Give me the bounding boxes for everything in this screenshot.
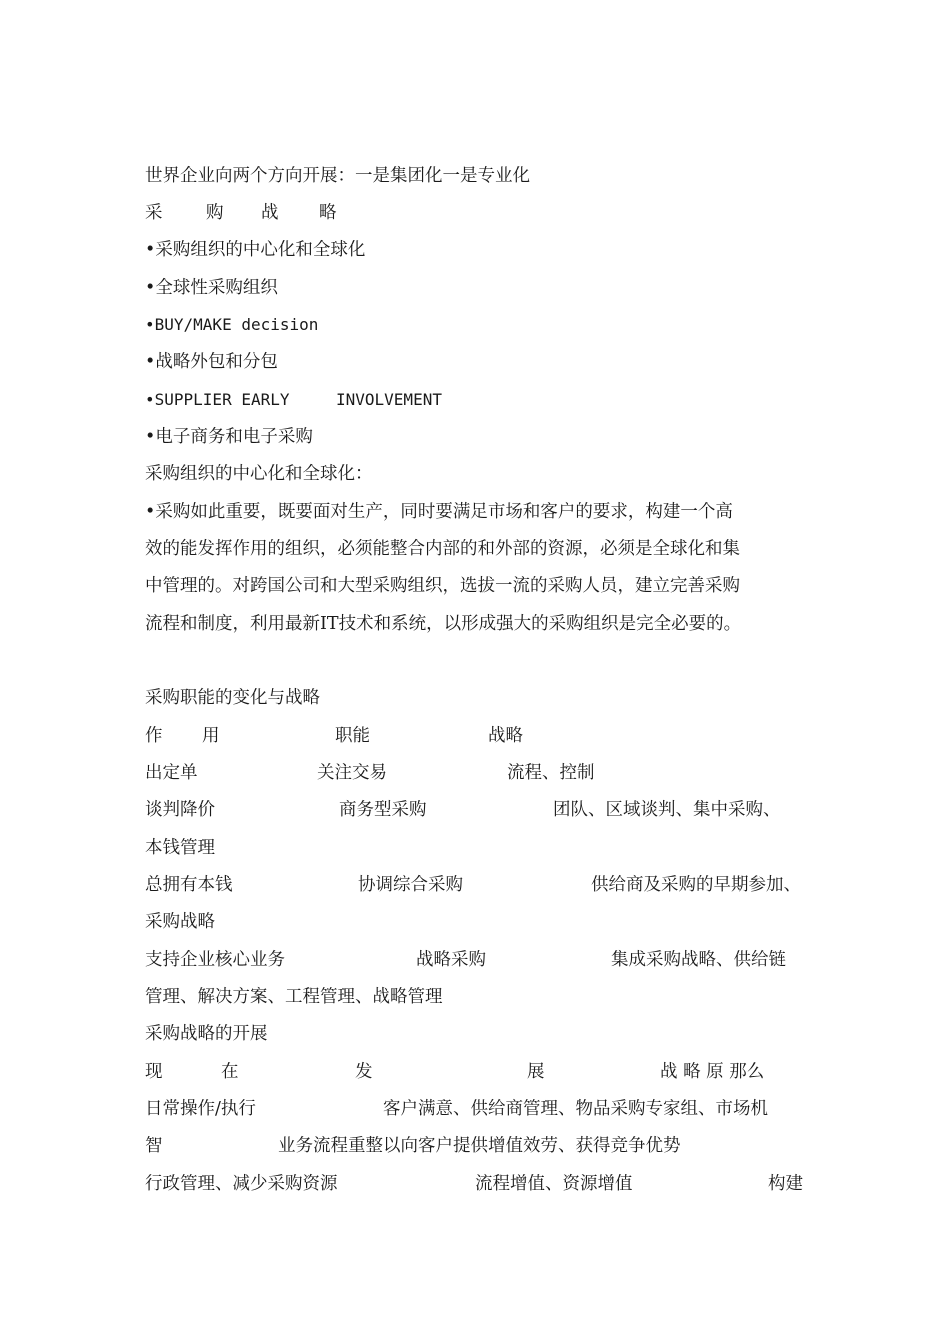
strategy-heading	[145, 201, 825, 225]
table-row	[145, 1097, 825, 1121]
row-principle: 构建	[768, 1174, 803, 1194]
row-role: 总拥有本钱	[145, 875, 233, 895]
row-wrap	[145, 1134, 825, 1158]
column-header: 在	[221, 1062, 239, 1082]
row-strategy: 供给商及采购的早期参加、	[591, 875, 801, 895]
row-dev: 客户满意、供给商管理、物品采购专家组、市场机	[383, 1099, 768, 1119]
intro-line: 世界企业向两个方向开展：一是集团化一是专业化	[145, 166, 530, 186]
column-header: 战 略 原 那么	[660, 1062, 765, 1082]
row-wrap-text: 业务流程重整以向客户提供增值效劳、获得竞争优势	[278, 1136, 681, 1156]
row-wrap: 本钱管理	[145, 838, 215, 858]
row-function: 关注交易	[317, 763, 387, 783]
row-now: 日常操作/执行	[145, 1099, 256, 1119]
section-heading: 采购战略的开展	[145, 1024, 268, 1044]
row-wrap: 管理、解决方案、工程管理、战略管理	[145, 987, 443, 1007]
paragraph-line: 中管理的。对跨国公司和大型采购组织，选拔一流的采购人员，建立完善采购	[145, 576, 740, 596]
column-header: 用	[202, 726, 220, 746]
table-row	[145, 798, 825, 822]
bullet-item: •采购组织的中心化和全球化	[145, 240, 366, 260]
table-row	[145, 873, 825, 897]
table-header	[145, 1060, 825, 1084]
row-function: 协调综合采购	[358, 875, 463, 895]
column-header: 战略	[488, 726, 523, 746]
row-role: 支持企业核心业务	[145, 950, 285, 970]
table-row	[145, 948, 825, 972]
row-wrap: 采购战略	[145, 912, 215, 932]
bullet-item: •BUY/MAKE decision	[145, 315, 319, 334]
paragraph-line: •采购如此重要，既要面对生产，同时要满足市场和客户的要求，构建一个高	[145, 502, 733, 522]
column-header: 作	[145, 726, 163, 746]
row-dev: 流程增值、资源增值	[475, 1174, 633, 1194]
row-now: 行政管理、减少采购资源	[145, 1174, 338, 1194]
table-row	[145, 1172, 825, 1196]
bullet-item: •全球性采购组织	[145, 278, 278, 298]
strategy-heading-char: 采	[145, 203, 163, 223]
paragraph-line: 流程和制度，利用最新IT技术和系统，以形成强大的采购组织是完全必要的。	[145, 614, 742, 634]
section-heading: 采购职能的变化与战略	[145, 688, 320, 708]
paragraph-line: 效的能发挥作用的组织，必须能整合内部的和外部的资源，必须是全球化和集	[145, 539, 740, 559]
section-heading: 采购组织的中心化和全球化：	[145, 464, 373, 484]
row-function: 战略采购	[416, 950, 486, 970]
row-role: 出定单	[145, 763, 198, 783]
row-strategy: 团队、区域谈判、集中采购、	[553, 800, 781, 820]
column-header: 职能	[335, 726, 370, 746]
bullet-item	[145, 388, 825, 412]
strategy-heading-char: 购	[206, 203, 224, 223]
bullet-text: INVOLVEMENT	[336, 390, 442, 409]
bullet-item: •战略外包和分包	[145, 352, 278, 372]
row-strategy: 流程、控制	[507, 763, 595, 783]
row-strategy: 集成采购战略、供给链	[611, 950, 786, 970]
row-function: 商务型采购	[339, 800, 427, 820]
table-header	[145, 724, 825, 748]
column-header: 发	[355, 1062, 373, 1082]
bullet-item: •电子商务和电子采购	[145, 427, 313, 447]
column-header: 现	[145, 1062, 163, 1082]
table-row	[145, 761, 825, 785]
row-wrap-text: 智	[145, 1136, 163, 1156]
column-header: 展	[527, 1062, 545, 1082]
strategy-heading-char: 战	[261, 203, 279, 223]
row-role: 谈判降价	[145, 800, 215, 820]
bullet-text: •SUPPLIER EARLY	[145, 390, 290, 409]
strategy-heading-char: 略	[319, 203, 337, 223]
